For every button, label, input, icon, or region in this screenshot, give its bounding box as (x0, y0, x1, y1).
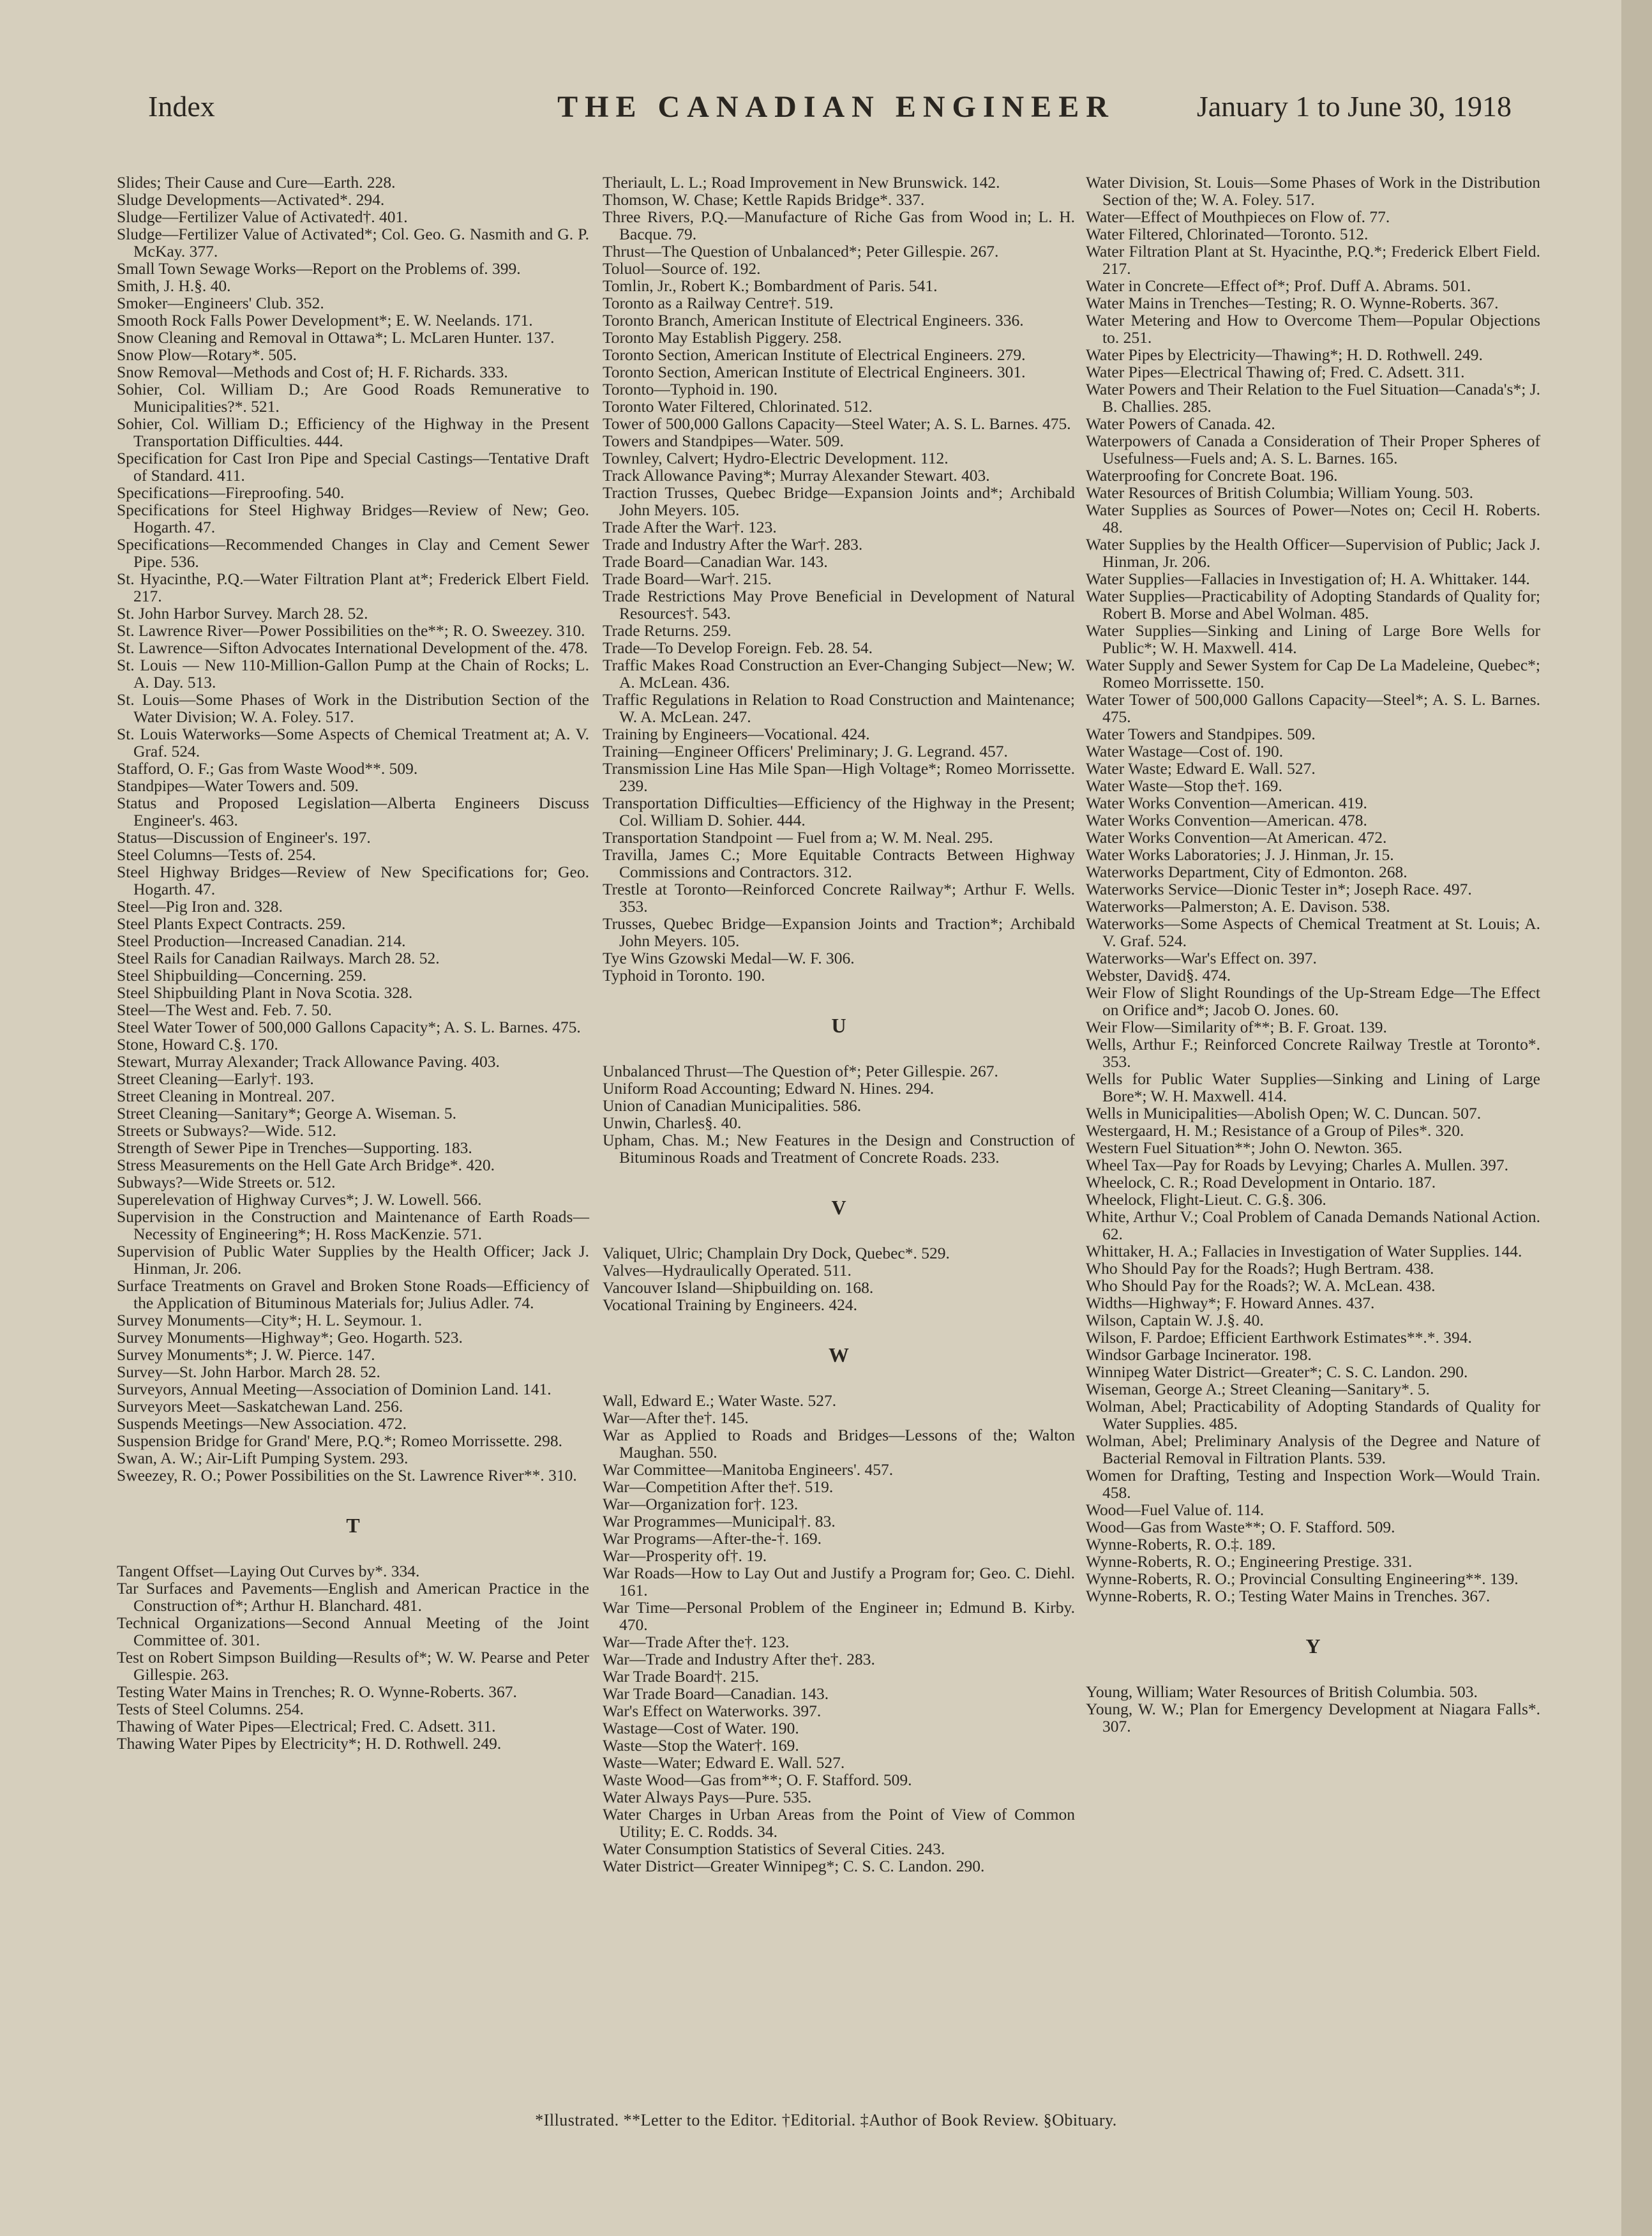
index-entry: St. Hyacinthe, P.Q.—Water Filtration Plant at*; Frederick Elbert Field. 217. (117, 570, 589, 605)
index-entry: Widths—Highway*; F. Howard Annes. 437. (1086, 1294, 1375, 1312)
index-entry: Smoker—Engineers' Club. 352. (117, 294, 324, 312)
index-entry: Stone, Howard C.§. 170. (117, 1035, 278, 1054)
index-entry: Toronto Section, American Institute of Electrical Engineers. 279. (603, 345, 1026, 364)
index-entry: Suspension Bridge for Grand' Mere, P.Q.*; Romeo Morrissette. 298. (117, 1431, 562, 1450)
index-entry: Water Charges in Urban Areas from the Point of View of Common Utility; E. C. Rodds. 34. (603, 1805, 1075, 1841)
index-entry: Specifications—Recommended Changes in Clay and Cement Sewer Pipe. 536. (117, 535, 589, 571)
index-entry: Tangent Offset—Laying Out Curves by*. 334. (117, 1562, 420, 1580)
index-entry: Status and Proposed Legislation—Alberta Engineers Discuss Engineer's. 463. (117, 794, 589, 829)
index-entry: Vancouver Island—Shipbuilding on. 168. (603, 1278, 874, 1297)
index-entry: War—Prosperity of†. 19. (603, 1546, 767, 1565)
index-entry: Smith, J. H.§. 40. (117, 276, 231, 295)
index-entry: Steel Highway Bridges—Review of New Specifications for; Geo. Hogarth. 47. (117, 863, 589, 898)
index-entry: Toronto Branch, American Institute of Electrical Engineers. 336. (603, 311, 1024, 329)
index-entry: Valiquet, Ulric; Champlain Dry Dock, Quebec*. 529. (603, 1244, 950, 1262)
index-entry: Union of Canadian Municipalities. 586. (603, 1096, 862, 1115)
index-entry: Vocational Training by Engineers. 424. (603, 1296, 857, 1314)
index-entry: Trusses, Quebec Bridge—Expansion Joints and Traction*; Archibald John Meyers. 105. (603, 914, 1075, 950)
index-entry: White, Arthur V.; Coal Problem of Canada Demands National Action. 62. (1086, 1207, 1540, 1243)
index-entry: Trade and Industry After the War†. 283. (603, 535, 863, 554)
index-entry: Steel—Pig Iron and. 328. (117, 897, 283, 916)
index-entry: Standpipes—Water Towers and. 509. (117, 776, 359, 795)
index-entry: War Trade Board†. 215. (603, 1667, 760, 1686)
symbol-legend: *Illustrated. **Letter to the Editor. †Editorial. ‡Author of Book Review. §Obituary. (535, 2111, 1117, 2129)
index-entry: Water Supplies by the Health Officer—Supervision of Public; Jack J. Hinman, Jr. 206. (1086, 535, 1540, 571)
index-entry: Subways?—Wide Streets or. 512. (117, 1173, 336, 1191)
index-entry: Wastage—Cost of Water. 190. (603, 1719, 799, 1737)
index-entry: St. Louis—Some Phases of Work in the Distribution Section of the Water Division; W. A. Foley. 517. (117, 690, 589, 726)
index-entry: Tests of Steel Columns. 254. (117, 1700, 304, 1718)
index-entry: Steel Columns—Tests of. 254. (117, 845, 317, 864)
index-entry: Supervision in the Construction and Maintenance of Earth Roads—Necessity of Engineering*; H. Ross MacKenzie. 571. (117, 1207, 589, 1243)
index-entry: Water Metering and How to Overcome Them—Popular Objections to. 251. (1086, 311, 1540, 347)
index-entry: Test on Robert Simpson Building—Results of*; W. W. Pearse and Peter Gillespie. 263. (117, 1648, 589, 1684)
index-entry: Tower of 500,000 Gallons Capacity—Steel Water; A. S. L. Barnes. 475. (603, 414, 1071, 433)
index-entry: Unwin, Charles§. 40. (603, 1114, 742, 1132)
index-entry: Water Filtered, Chlorinated—Toronto. 512. (1086, 225, 1369, 243)
index-entry: Water Works Convention—American. 419. (1086, 794, 1367, 812)
index-entry: Water Supplies as Sources of Power—Notes on; Cecil H. Roberts. 48. (1086, 501, 1540, 536)
index-entry: War Committee—Manitoba Engineers'. 457. (603, 1460, 894, 1479)
index-entry: Sweezey, R. O.; Power Possibilities on the St. Lawrence River**. 310. (117, 1466, 577, 1484)
index-entry: War—Competition After the†. 519. (603, 1477, 834, 1496)
index-entry: Westergaard, H. M.; Resistance of a Group of Piles*. 320. (1086, 1121, 1464, 1140)
index-column-2 (603, 174, 1075, 1875)
index-entry: Wall, Edward E.; Water Waste. 527. (603, 1391, 837, 1410)
index-entry: Tar Surfaces and Pavements—English and American Practice in the Construction of*; Arthur H. Blanchard. 481. (117, 1579, 589, 1615)
index-entry: Weir Flow—Similarity of**; B. F. Groat. 139. (1086, 1018, 1387, 1036)
index-entry: Trade Board—Canadian War. 143. (603, 552, 828, 571)
index-entry: Survey Monuments—Highway*; Geo. Hogarth. 523. (117, 1328, 463, 1347)
index-entry: Steel Shipbuilding Plant in Nova Scotia. 328. (117, 983, 413, 1002)
index-entry: Waterworks Department, City of Edmonton. 268. (1086, 863, 1408, 881)
index-entry: Water Pipes—Electrical Thawing of; Fred. C. Adsett. 311. (1086, 363, 1465, 381)
index-entry: Stewart, Murray Alexander; Track Allowance Paving. 403. (117, 1052, 500, 1071)
index-entry: Typhoid in Toronto. 190. (603, 966, 765, 985)
index-entry: Steel—The West and. Feb. 7. 50. (117, 1001, 332, 1019)
index-entry: Status—Discussion of Engineer's. 197. (117, 828, 371, 847)
index-entry: Transmission Line Has Mile Span—High Voltage*; Romeo Morrissette. 239. (603, 759, 1075, 795)
index-entry: War Roads—How to Lay Out and Justify a Program for; Geo. C. Diehl. 161. (603, 1564, 1075, 1599)
index-entry: Waste—Stop the Water†. 169. (603, 1736, 799, 1755)
index-entry: Western Fuel Situation**; John O. Newton. 365. (1086, 1138, 1402, 1157)
index-entry: Waterpowers of Canada a Consideration of Their Proper Spheres of Usefulness—Fuels and; A. S. L. Barnes. 165. (1086, 432, 1540, 467)
index-entry: St. Lawrence—Sifton Advocates International Development of the. 478. (117, 638, 588, 657)
index-entry: Sohier, Col. William D.; Efficiency of the Highway in the Present Transportation Difficulties. 444. (117, 414, 589, 450)
index-entry: Tye Wins Gzowski Medal—W. F. 306. (603, 949, 855, 967)
index-entry: Waterworks Service—Dionic Tester in*; Joseph Race. 497. (1086, 880, 1472, 898)
index-entry: Water—Effect of Mouthpieces on Flow of. 77. (1086, 208, 1390, 226)
index-entry: Specifications—Fireproofing. 540. (117, 483, 345, 502)
index-entry: Winnipeg Water District—Greater*; C. S. C. Landon. 290. (1086, 1363, 1468, 1381)
index-entry: Survey Monuments—City*; H. L. Seymour. 1. (117, 1311, 423, 1329)
index-column-3 (1086, 174, 1540, 1735)
index-entry: Wheelock, Flight-Lieut. C. G.§. 306. (1086, 1190, 1326, 1209)
index-entry: Water Filtration Plant at St. Hyacinthe, P.Q.*; Frederick Elbert Field. 217. (1086, 242, 1540, 278)
index-entry: War Trade Board—Canadian. 143. (603, 1684, 829, 1703)
index-entry: Water District—Greater Winnipeg*; C. S. C. Landon. 290. (603, 1857, 985, 1875)
index-entry: Towers and Standpipes—Water. 509. (603, 432, 844, 450)
index-entry: Wolman, Abel; Preliminary Analysis of the Degree and Nature of Bacterial Removal in Filtration Plants. 539. (1086, 1431, 1540, 1467)
index-entry: Training—Engineer Officers' Preliminary; J. G. Legrand. 457. (603, 742, 1008, 760)
index-entry: Snow Plow—Rotary*. 505. (117, 345, 297, 364)
index-entry: Small Town Sewage Works—Report on the Problems of. 399. (117, 259, 521, 278)
index-entry: Waterproofing for Concrete Boat. 196. (1086, 466, 1338, 485)
index-entry: Waterworks—Some Aspects of Chemical Treatment at St. Louis; A. V. Graf. 524. (1086, 914, 1540, 950)
index-entry: Trade Returns. 259. (603, 621, 732, 640)
index-entry: Wheelock, C. R.; Road Development in Ontario. 187. (1086, 1173, 1436, 1191)
index-entry: Windsor Garbage Incinerator. 198. (1086, 1345, 1312, 1364)
index-entry: Surveyors Meet—Saskatchewan Land. 256. (117, 1397, 403, 1416)
index-entry: Street Cleaning in Montreal. 207. (117, 1087, 335, 1105)
index-entry: Unbalanced Thrust—The Question of*; Peter Gillespie. 267. (603, 1062, 998, 1080)
index-entry: Water Pipes by Electricity—Thawing*; H. D. Rothwell. 249. (1086, 345, 1483, 364)
index-entry: Water in Concrete—Effect of*; Prof. Duff A. Abrams. 501. (1086, 276, 1471, 295)
index-entry: Street Cleaning—Early†. 193. (117, 1069, 314, 1088)
index-entry: St. Lawrence River—Power Possibilities on the**; R. O. Sweezey. 310. (117, 621, 585, 640)
index-entry: Surface Treatments on Gravel and Broken Stone Roads—Efficiency of the Application of Bituminous Materials for; Julius Adler. 74. (117, 1276, 589, 1312)
index-entry: Water Resources of British Columbia; William Young. 503. (1086, 483, 1473, 502)
index-entry: Valves—Hydraulically Operated. 511. (603, 1261, 852, 1280)
index-entry: Wells for Public Water Supplies—Sinking and Lining of Large Bore*; W. H. Maxwell. 414. (1086, 1069, 1540, 1105)
date-range: January 1 to June 30, 1918 (1196, 90, 1512, 123)
index-entry: Wynne-Roberts, R. O.; Testing Water Mains in Trenches. 367. (1086, 1587, 1491, 1605)
index-entry: Technical Organizations—Second Annual Meeting of the Joint Committee of. 301. (117, 1613, 589, 1649)
letter-heading: Y (1305, 1635, 1321, 1658)
index-entry: Water Consumption Statistics of Several Cities. 243. (603, 1839, 945, 1858)
index-entry: Water Supplies—Sinking and Lining of Large Bore Wells for Public*; W. H. Maxwell. 414. (1086, 621, 1540, 657)
index-entry: War Programs—After-the-†. 169. (603, 1529, 822, 1548)
index-entry: Wells in Municipalities—Abolish Open; W. C. Duncan. 507. (1086, 1104, 1482, 1122)
index-entry: Toluol—Source of. 192. (603, 259, 761, 278)
index-entry: Uniform Road Accounting; Edward N. Hines. 294. (603, 1079, 935, 1098)
index-entry: Sludge—Fertilizer Value of Activated†. 401. (117, 208, 408, 226)
index-entry: Wiseman, George A.; Street Cleaning—Sanitary*. 5. (1086, 1380, 1430, 1398)
index-entry: Steel Rails for Canadian Railways. March 28. 52. (117, 949, 440, 967)
index-entry: Snow Cleaning and Removal in Ottawa*; L. McLaren Hunter. 137. (117, 328, 555, 347)
index-entry: Thawing of Water Pipes—Electrical; Fred. C. Adsett. 311. (117, 1717, 496, 1735)
index-entry: Wheel Tax—Pay for Roads by Levying; Charles A. Mullen. 397. (1086, 1156, 1509, 1174)
index-entry: Three Rivers, P.Q.—Manufacture of Riche Gas from Wood in; L. H. Bacque. 79. (603, 208, 1075, 243)
index-entry: Waterworks—Palmerston; A. E. Davison. 538. (1086, 897, 1390, 916)
index-entry: Theriault, L. L.; Road Improvement in New Brunswick. 142. (603, 173, 1000, 192)
index-entry: Street Cleaning—Sanitary*; George A. Wiseman. 5. (117, 1104, 457, 1122)
index-entry: Specifications for Steel Highway Bridges—Review of New; Geo. Hogarth. 47. (117, 501, 589, 536)
index-entry: Water Works Convention—American. 478. (1086, 811, 1367, 829)
index-entry: Tomlin, Jr., Robert K.; Bombardment of Paris. 541. (603, 276, 938, 295)
index-entry: Steel Production—Increased Canadian. 214. (117, 932, 406, 950)
index-entry: Toronto—Typhoid in. 190. (603, 380, 778, 398)
index-entry: Traffic Regulations in Relation to Road Construction and Maintenance; W. A. McLean. 247. (603, 690, 1075, 726)
letter-heading: T (346, 1514, 360, 1537)
index-entry: Trestle at Toronto—Reinforced Concrete Railway*; Arthur F. Wells. 353. (603, 880, 1075, 916)
index-entry: Surveyors, Annual Meeting—Association of Dominion Land. 141. (117, 1380, 552, 1398)
index-entry: Water Powers of Canada. 42. (1086, 414, 1275, 433)
index-entry: War—Trade and Industry After the†. 283. (603, 1650, 875, 1668)
index-entry: Superelevation of Highway Curves*; J. W. Lowell. 566. (117, 1190, 482, 1209)
index-entry: War—After the†. 145. (603, 1409, 749, 1427)
index-entry: Trade Restrictions May Prove Beneficial in Development of Natural Resources†. 543. (603, 587, 1075, 623)
index-entry: Specification for Cast Iron Pipe and Special Castings—Tentative Draft of Standard. 411. (117, 449, 589, 485)
index-entry: Waste—Water; Edward E. Wall. 527. (603, 1753, 845, 1772)
index-entry: Water Supplies—Fallacies in Investigation of; H. A. Whittaker. 144. (1086, 570, 1530, 588)
index-entry: Water Mains in Trenches—Testing; R. O. Wynne-Roberts. 367. (1086, 294, 1499, 312)
index-entry: Who Should Pay for the Roads?; Hugh Bertram. 438. (1086, 1259, 1434, 1278)
index-entry: Water Wastage—Cost of. 190. (1086, 742, 1284, 760)
index-entry: St. John Harbor Survey. March 28. 52. (117, 604, 368, 623)
index-entry: St. Louis Waterworks—Some Aspects of Chemical Treatment at; A. V. Graf. 524. (117, 725, 589, 760)
index-entry: Who Should Pay for the Roads?; W. A. McLean. 438. (1086, 1276, 1436, 1295)
index-entry: Wells, Arthur F.; Reinforced Concrete Railway Trestle at Toronto*. 353. (1086, 1035, 1540, 1071)
index-entry: Young, W. W.; Plan for Emergency Development at Niagara Falls*. 307. (1086, 1700, 1540, 1735)
index-entry: Trade After the War†. 123. (603, 518, 777, 536)
index-entry: Track Allowance Paving*; Murray Alexander Stewart. 403. (603, 466, 990, 485)
index-entry: War—Organization for†. 123. (603, 1495, 799, 1513)
index-entry: Stafford, O. F.; Gas from Waste Wood**. 509. (117, 759, 418, 778)
index-entry: War as Applied to Roads and Bridges—Lessons of the; Walton Maughan. 550. (603, 1426, 1075, 1462)
index-entry: Toronto Water Filtered, Chlorinated. 512. (603, 397, 873, 416)
index-entry: Wynne-Roberts, R. O.; Engineering Prestige. 331. (1086, 1552, 1413, 1571)
index-entry: Swan, A. W.; Air-Lift Pumping System. 293. (117, 1449, 409, 1467)
index-entry: Sludge—Fertilizer Value of Activated*; Col. Geo. G. Nasmith and G. P. McKay. 377. (117, 225, 589, 261)
index-entry: War Time—Personal Problem of the Engineer in; Edmund B. Kirby. 470. (603, 1598, 1075, 1634)
index-entry: Toronto May Establish Piggery. 258. (603, 328, 842, 347)
index-entry: War's Effect on Waterworks. 397. (603, 1702, 822, 1720)
index-entry: Traffic Makes Road Construction an Ever-Changing Subject—New; W. A. McLean. 436. (603, 656, 1075, 691)
index-entry: Wood—Gas from Waste**; O. F. Stafford. 509. (1086, 1518, 1395, 1536)
index-entry: Travilla, James C.; More Equitable Contracts Between Highway Commissions and Contractors. 312. (603, 845, 1075, 881)
index-entry: Transportation Standpoint — Fuel from a; W. M. Neal. 295. (603, 828, 993, 847)
index-entry: Toronto Section, American Institute of Electrical Engineers. 301. (603, 363, 1026, 381)
index-entry: Water Division, St. Louis—Some Phases of Work in the Distribution Section of the; W. A. Foley. 517. (1086, 173, 1540, 209)
index-entry: Thomson, W. Chase; Kettle Rapids Bridge*. 337. (603, 190, 925, 209)
section-label: Index (148, 90, 215, 123)
index-entry: Water Works Laboratories; J. J. Hinman, Jr. 15. (1086, 845, 1394, 864)
journal-title: THE CANADIAN ENGINEER (557, 90, 1115, 124)
index-entry: Water Always Pays—Pure. 535. (603, 1788, 812, 1806)
index-entry: Wilson, Captain W. J.§. 40. (1086, 1311, 1264, 1329)
index-entry: Sludge Developments—Activated*. 294. (117, 190, 385, 209)
index-entry: Water Tower of 500,000 Gallons Capacity—Steel*; A. S. L. Barnes. 475. (1086, 690, 1540, 726)
index-entry: Transportation Difficulties—Efficiency of the Highway in the Present; Col. William D. Sohier. 444. (603, 794, 1075, 829)
index-column-1 (117, 174, 589, 1752)
index-entry: Weir Flow of Slight Roundings of the Up-Stream Edge—The Effect on Orifice and*; Jacob O. Jones. 60. (1086, 983, 1540, 1019)
index-entry: Thrust—The Question of Unbalanced*; Peter Gillespie. 267. (603, 242, 999, 261)
index-entry: Trade—To Develop Foreign. Feb. 28. 54. (603, 638, 873, 657)
index-entry: Water Waste; Edward E. Wall. 527. (1086, 759, 1316, 778)
index-entry: Water Towers and Standpipes. 509. (1086, 725, 1316, 743)
index-entry: Streets or Subways?—Wide. 512. (117, 1121, 336, 1140)
index-entry: Wood—Fuel Value of. 114. (1086, 1500, 1265, 1519)
index-entry: Survey—St. John Harbor. March 28. 52. (117, 1363, 380, 1381)
index-entry: Wynne-Roberts, R. O.‡. 189. (1086, 1535, 1276, 1553)
index-entry: Smooth Rock Falls Power Development*; E. W. Neelands. 171. (117, 311, 533, 329)
index-entry: War—Trade After the†. 123. (603, 1633, 790, 1651)
index-entry: Training by Engineers—Vocational. 424. (603, 725, 870, 743)
index-entry: Webster, David§. 474. (1086, 966, 1231, 985)
index-entry: Steel Plants Expect Contracts. 259. (117, 914, 346, 933)
index-entry: Steel Water Tower of 500,000 Gallons Capacity*; A. S. L. Barnes. 475. (117, 1018, 581, 1036)
index-entry: St. Louis — New 110-Million-Gallon Pump at the Chain of Rocks; L. A. Day. 513. (117, 656, 589, 691)
index-entry: Sohier, Col. William D.; Are Good Roads Remunerative to Municipalities?*. 521. (117, 380, 589, 416)
index-entry: Suspends Meetings—New Association. 472. (117, 1414, 407, 1433)
index-entry: Wolman, Abel; Practicability of Adopting Standards of Quality for Water Supplies. 485. (1086, 1397, 1540, 1433)
index-entry: Thawing Water Pipes by Electricity*; H. D. Rothwell. 249. (117, 1734, 502, 1753)
index-entry: Strength of Sewer Pipe in Trenches—Supporting. 183. (117, 1138, 472, 1157)
index-entry: Wilson, F. Pardoe; Efficient Earthwork Estimates**.*. 394. (1086, 1328, 1472, 1347)
letter-heading: U (831, 1014, 846, 1037)
letter-heading: W (829, 1343, 849, 1366)
index-entry: Waterworks—War's Effect on. 397. (1086, 949, 1317, 967)
index-entry: Townley, Calvert; Hydro-Electric Development. 112. (603, 449, 949, 467)
index-entry: Wynne-Roberts, R. O.; Provincial Consulting Engineering**. 139. (1086, 1569, 1519, 1588)
index-entry: Toronto as a Railway Centre†. 519. (603, 294, 834, 312)
index-entry: Survey Monuments*; J. W. Pierce. 147. (117, 1345, 375, 1364)
index-entry: Supervision of Public Water Supplies by the Health Officer; Jack J. Hinman, Jr. 206. (117, 1242, 589, 1278)
index-entry: Women for Drafting, Testing and Inspection Work—Would Train. 458. (1086, 1466, 1540, 1502)
index-entry: Water Supplies—Practicability of Adopting Standards of Quality for; Robert B. Morse and Abel Wolman. 485. (1086, 587, 1540, 623)
index-entry: Upham, Chas. M.; New Features in the Design and Construction of Bituminous Roads and Treatment of Concrete Roads. 233. (603, 1131, 1075, 1167)
index-entry: War Programmes—Municipal†. 83. (603, 1512, 836, 1530)
letter-heading: V (831, 1196, 846, 1219)
index-entry: Young, William; Water Resources of British Columbia. 503. (1086, 1682, 1478, 1701)
index-entry: Waste Wood—Gas from**; O. F. Stafford. 509. (603, 1771, 912, 1789)
index-entry: Slides; Their Cause and Cure—Earth. 228. (117, 173, 396, 192)
page-edge-shadow (1621, 0, 1652, 2236)
index-entry: Whittaker, H. A.; Fallacies in Investigation of Water Supplies. 144. (1086, 1242, 1522, 1260)
index-entry: Snow Removal—Methods and Cost of; H. F. Richards. 333. (117, 363, 508, 381)
index-entry: Water Powers and Their Relation to the Fuel Situation—Canada's*; J. B. Challies. 285. (1086, 380, 1540, 416)
index-entry: Trade Board—War†. 215. (603, 570, 772, 588)
index-entry: Stress Measurements on the Hell Gate Arch Bridge*. 420. (117, 1156, 495, 1174)
index-entry: Traction Trusses, Quebec Bridge—Expansion Joints and*; Archibald John Meyers. 105. (603, 483, 1075, 519)
index-entry: Testing Water Mains in Trenches; R. O. Wynne-Roberts. 367. (117, 1682, 517, 1701)
index-entry: Water Waste—Stop the†. 169. (1086, 776, 1282, 795)
index-entry: Steel Shipbuilding—Concerning. 259. (117, 966, 366, 985)
index-entry: Water Supply and Sewer System for Cap De La Madeleine, Quebec*; Romeo Morrissette. 150. (1086, 656, 1540, 691)
index-entry: Water Works Convention—At American. 472. (1086, 828, 1387, 847)
